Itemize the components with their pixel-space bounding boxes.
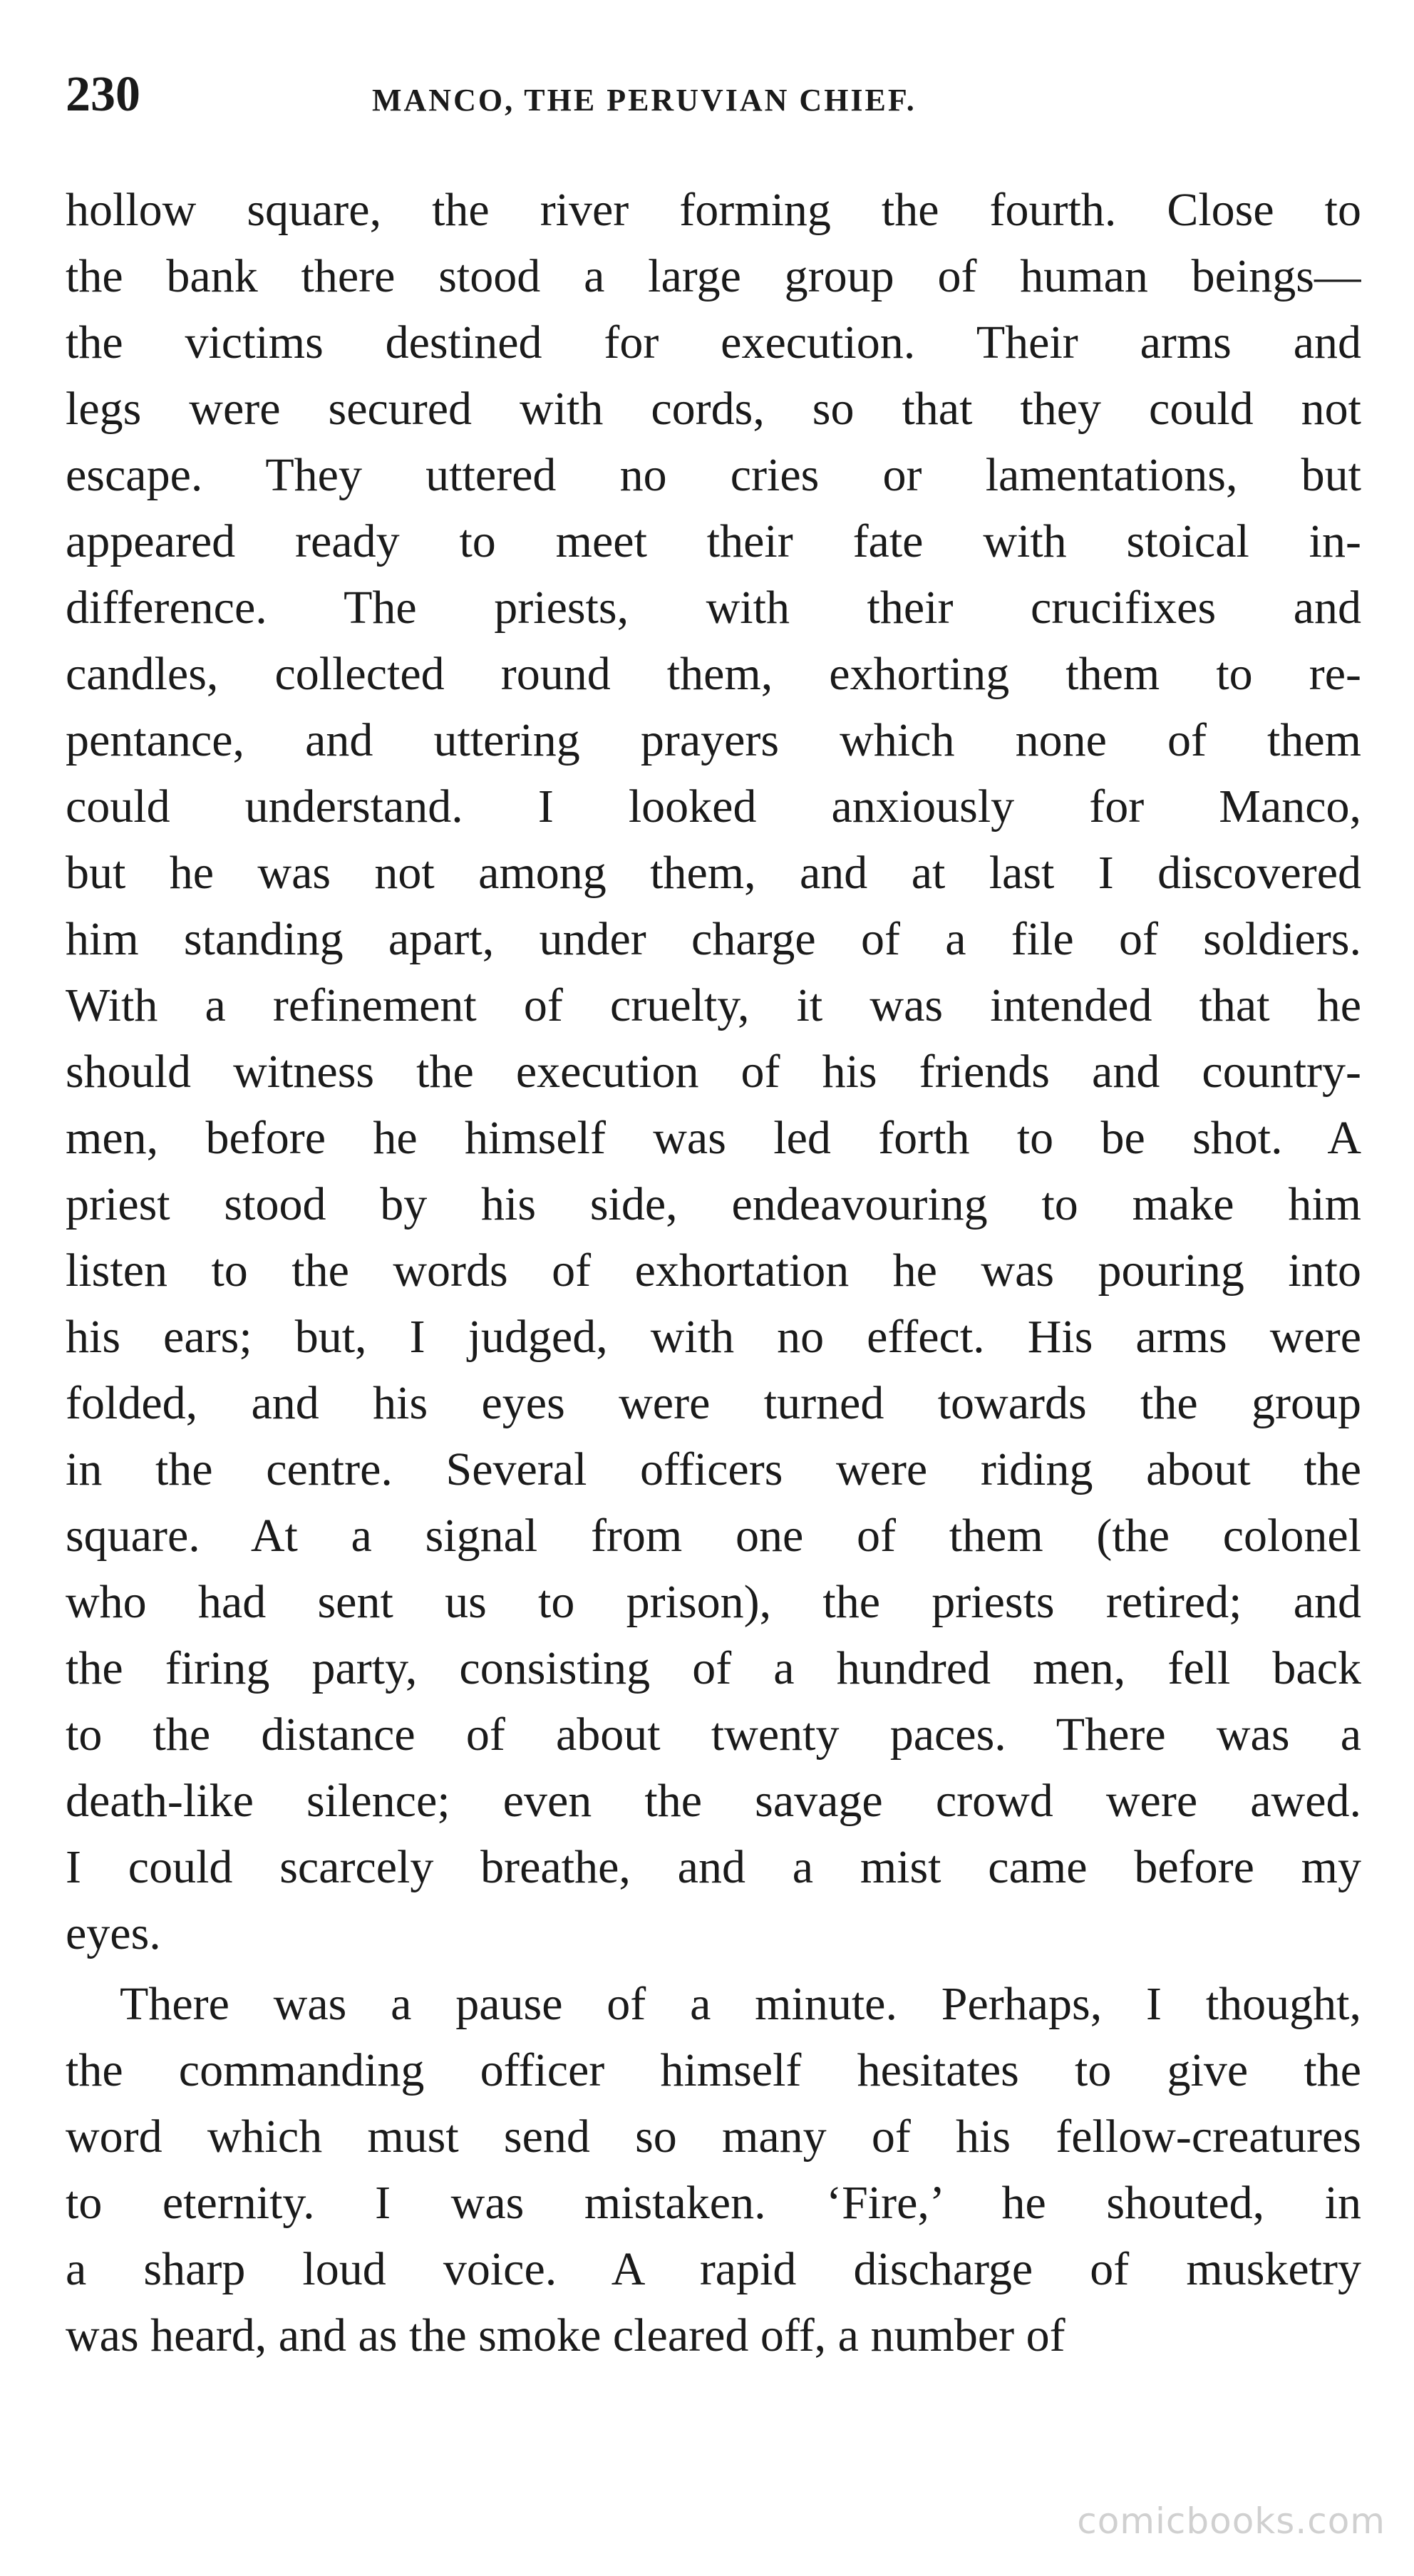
text-line: but he was not among them, and at last I discovered <box>66 847 1361 899</box>
text-line: should witness the execution of his friends and country- <box>66 1046 1361 1098</box>
text-line: his ears; but, I judged, with no effect. His arms were <box>66 1311 1361 1363</box>
text-line: word which must send so many of his fellow-creatures <box>66 2111 1361 2163</box>
text-line: to the distance of about twenty paces. There was a <box>66 1709 1361 1761</box>
text-line: I could scarcely breathe, and a mist came before my <box>66 1841 1361 1893</box>
text-line: listen to the words of exhortation he was pouring into <box>66 1245 1361 1297</box>
text-line: pentance, and uttering prayers which none of them <box>66 714 1361 766</box>
page-number: 230 <box>66 67 140 122</box>
text-line: him standing apart, under charge of a file of soldiers. <box>66 913 1361 965</box>
text-line: escape. They uttered no cries or lamentations, but <box>66 449 1361 501</box>
text-line: difference. The priests, with their crucifixes and <box>66 582 1361 634</box>
text-line: men, before he himself was led forth to be shot. A <box>66 1112 1361 1164</box>
text-line: folded, and his eyes were turned towards the group <box>66 1377 1361 1429</box>
running-head <box>66 63 1343 127</box>
running-title: MANCO, THE PERUVIAN CHIEF. <box>372 83 917 118</box>
text-line: hollow square, the river forming the fourth. Close to <box>66 184 1361 236</box>
text-line: With a refinement of cruelty, it was intended that he <box>66 979 1361 1031</box>
text-line: the bank there stood a large group of human beings— <box>66 250 1361 302</box>
text-line: was heard, and as the smoke cleared off, a number of <box>66 2309 1065 2361</box>
text-line: a sharp loud voice. A rapid discharge of musketry <box>66 2243 1361 2295</box>
text-line: to eternity. I was mistaken. ‘Fire,’ he shouted, in <box>66 2177 1361 2229</box>
text-line: the firing party, consisting of a hundred men, fell back <box>66 1642 1361 1694</box>
text-line: death-like silence; even the savage crowd were awed. <box>66 1775 1361 1827</box>
paragraph <box>66 177 1361 1967</box>
text-line: priest stood by his side, endeavouring to make him <box>66 1178 1361 1230</box>
text-line: the commanding officer himself hesitates to give the <box>66 2044 1361 2096</box>
text-line: eyes. <box>66 1907 161 1959</box>
text-line: in the centre. Several officers were riding about the <box>66 1443 1361 1495</box>
text-line: who had sent us to prison), the priests retired; and <box>66 1576 1361 1628</box>
watermark: comicbooks.com <box>1077 2500 1385 2542</box>
text-line: legs were secured with cords, so that they could not <box>66 383 1361 435</box>
text-line: There was a pause of a minute. Perhaps, I thought, <box>120 1978 1361 2030</box>
text-line: appeared ready to meet their fate with stoical in- <box>66 515 1361 567</box>
text-line: square. At a signal from one of them (the colonel <box>66 1510 1361 1562</box>
text-line: the victims destined for execution. Their arms and <box>66 316 1361 369</box>
paragraph <box>66 1971 1361 2369</box>
body-text <box>66 177 1361 2369</box>
text-line: candles, collected round them, exhorting them to re- <box>66 648 1361 700</box>
text-line: could understand. I looked anxiously for Manco, <box>66 780 1361 833</box>
